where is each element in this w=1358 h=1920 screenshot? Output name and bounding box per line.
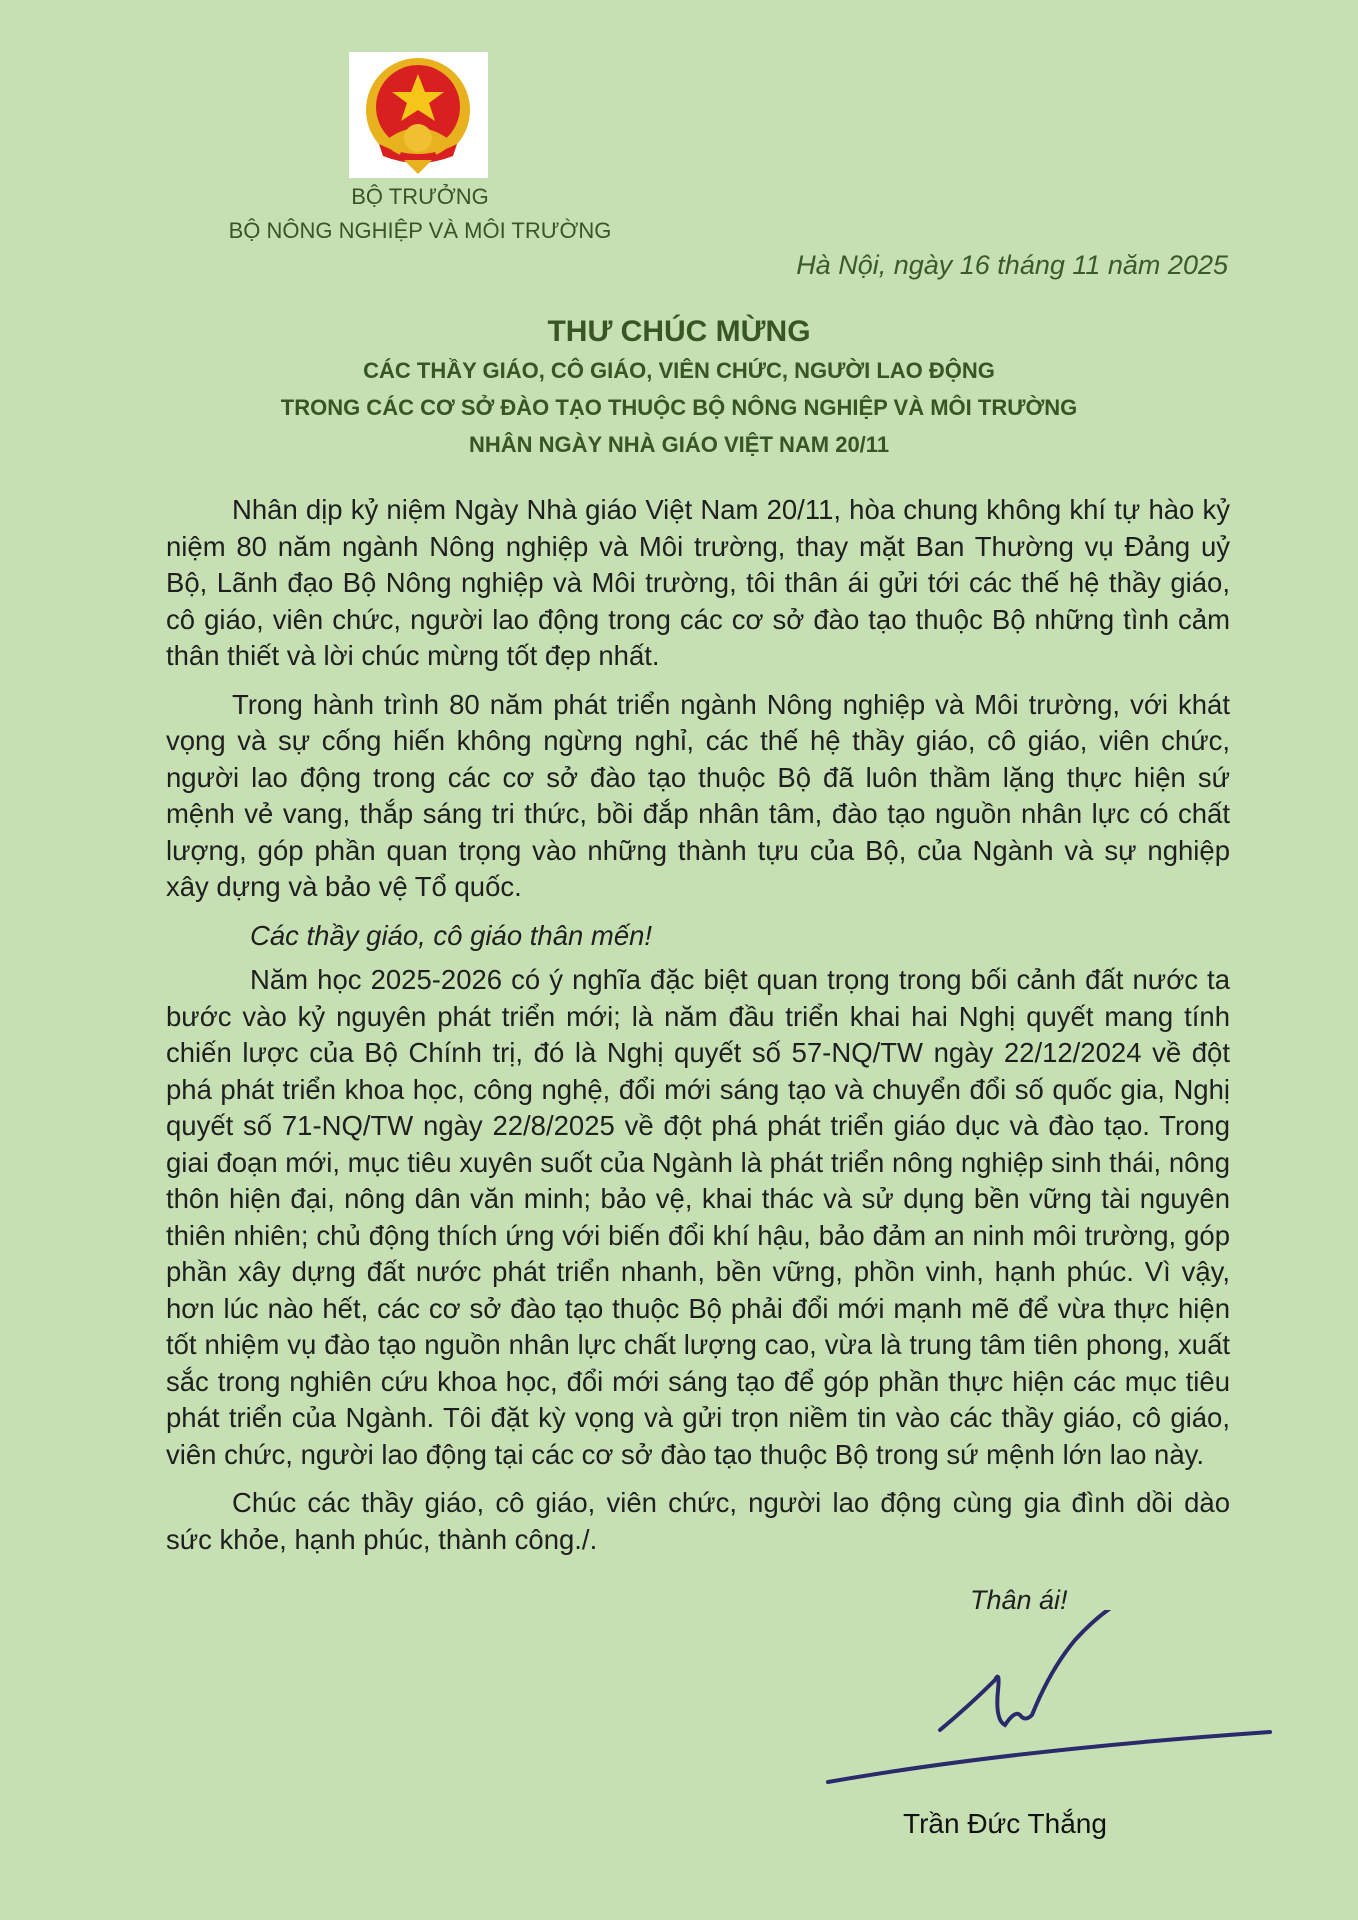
letter-title: THƯ CHÚC MỪNG	[547, 315, 811, 348]
letter-subtitle-1: CÁC THẦY GIÁO, CÔ GIÁO, VIÊN CHỨC, NGƯỜI LAO ĐỘNG	[363, 358, 995, 383]
salutation: Các thầy giáo, cô giáo thân mến!	[250, 919, 653, 951]
letter-body	[166, 492, 1230, 1570]
signer-name: Trần Đức Thắng	[903, 1808, 1107, 1839]
emblem-graphic	[349, 52, 488, 178]
paragraph-3: Năm học 2025-2026 có ý nghĩa đặc biệt quan trọng trong bối cảnh đất nước ta bước vào kỷ nguyên phát triển mới; là năm đầu triển khai hai Nghị quyết mang tính chiến lược của Bộ Chính trị, đó là Nghị quyết số 57-NQ/TW ngày 22/12/2024 về đột phá phát triển khoa học, công nghệ, đổi mới sáng tạo và chuyển đổi số quốc gia, Nghị quyết số 71-NQ/TW ngày 22/8/2025 về đột phá phát triển giáo dục và đào tạo. Trong giai đoạn mới, mục tiêu xuyên suốt của Ngành là phát triển nông nghiệp sinh thái, nông thôn hiện đại, nông dân văn minh; bảo vệ, khai thác và sử dụng bền vững tài nguyên thiên nhiên; chủ động thích ứng với biến đổi khí hậu, bảo đảm an ninh môi trường, góp phần xây dựng đất nước phát triển nhanh, bền vững, phồn vinh, hạnh phúc. Vì vậy, hơn lúc nào hết, các cơ sở đào tạo thuộc Bộ phải đổi mới mạnh mẽ để vừa thực hiện tốt nhiệm vụ đào tạo nguồn nhân lực chất lượng cao, vừa là trung tâm tiên phong, xuất sắc trong nghiên cứu khoa học, đổi mới sáng tạo để góp phần thực hiện các mục tiêu phát triển của Ngành. Tôi đặt kỳ vọng và gửi trọn niềm tin vào các thầy giáo, cô giáo, viên chức, người lao động tại các cơ sở đào tạo thuộc Bộ trong sứ mệnh lớn lao này.	[166, 964, 1230, 1470]
paragraph-4: Chúc các thầy giáo, cô giáo, viên chức, người lao động cùng gia đình dồi dào sức khỏe, hạnh phúc, thành công./.	[166, 1487, 1230, 1555]
paragraph-2: Trong hành trình 80 năm phát triển ngành Nông nghiệp và Môi trường, với khát vọng và sự cống hiến không ngừng nghỉ, các thế hệ thầy giáo, cô giáo, viên chức, người lao động trong các cơ sở đào tạo thuộc Bộ đã luôn thầm lặng thực hiện sứ mệnh vẻ vang, thắp sáng tri thức, bồi đắp nhân tâm, đào tạo nguồn nhân lực có chất lượng, góp phần quan trọng vào những thành tựu của Bộ, của Ngành và sự nghiệp xây dựng và bảo vệ Tổ quốc.	[166, 688, 1230, 902]
national-emblem-icon	[349, 52, 488, 178]
signature-icon	[810, 1610, 1280, 1800]
letter-subtitle-2: TRONG CÁC CƠ SỞ ĐÀO TẠO THUỘC BỘ NÔNG NGHIỆP VÀ MÔI TRƯỜNG	[280, 395, 1078, 420]
paragraph-1: Nhân dịp kỷ niệm Ngày Nhà giáo Việt Nam 20/11, hòa chung không khí tự hào kỷ niệm 80 năm ngành Nông nghiệp và Môi trường, thay mặt Ban Thường vụ Đảng uỷ Bộ, Lãnh đạo Bộ Nông nghiệp và Môi trường, tôi thân ái gửi tới các thế hệ thầy giáo, cô giáo, viên chức, người lao động trong các cơ sở đào tạo thuộc Bộ những tình cảm thân thiết và lời chúc mừng tốt đẹp nhất.	[166, 494, 1230, 671]
place-date: Hà Nội, ngày 16 tháng 11 năm 2025	[796, 250, 1228, 280]
closing-phrase: Thân ái!	[970, 1585, 1068, 1615]
issuer-block	[200, 180, 640, 248]
letter-subtitle-3: NHÂN NGÀY NHÀ GIÁO VIỆT NAM 20/11	[468, 432, 890, 457]
issuer-organization: BỘ NÔNG NGHIỆP VÀ MÔI TRƯỜNG	[228, 218, 612, 243]
letter-title-block	[0, 312, 1358, 463]
issuer-title: BỘ TRƯỞNG	[351, 184, 489, 209]
